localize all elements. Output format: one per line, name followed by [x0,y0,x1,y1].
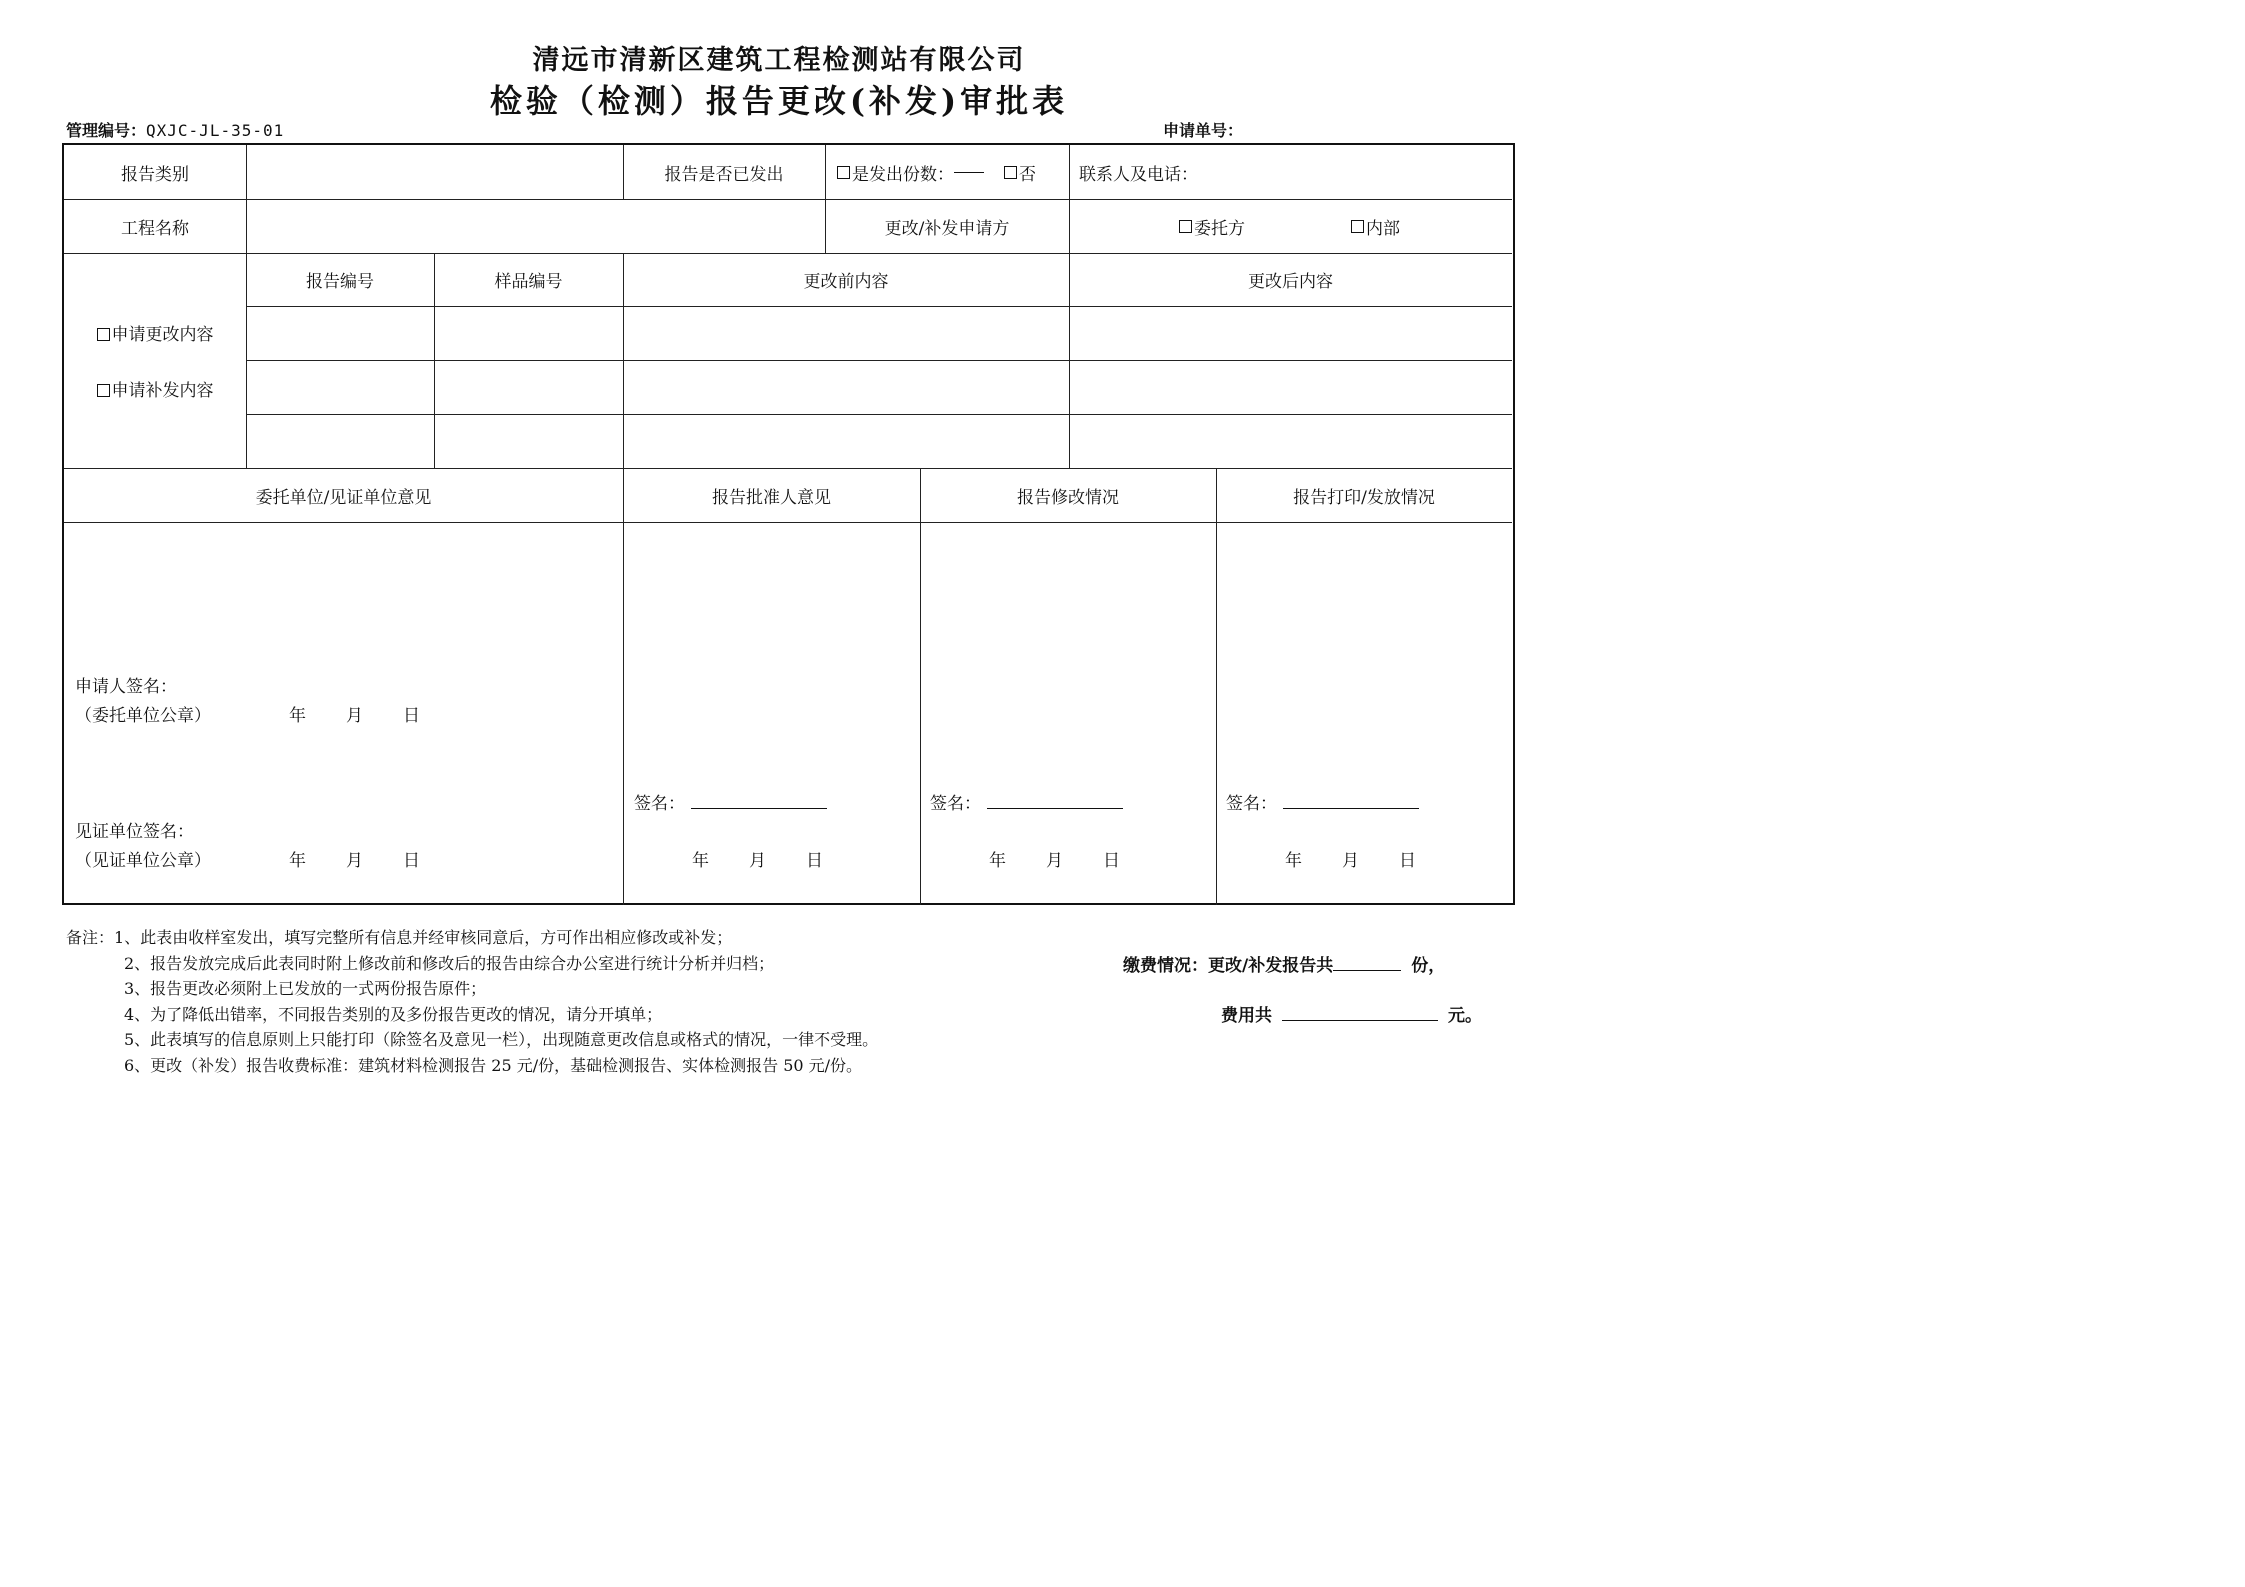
apply-change-label: 申请更改内容 [111,325,214,345]
witness-date [289,846,420,871]
approval-form-table [62,143,1515,905]
issued-no-checkbox[interactable] [1004,166,1017,179]
internal-checkbox[interactable] [1351,220,1364,233]
col-divider [1216,468,1217,905]
apply-reissue-checkbox[interactable] [97,384,110,397]
fee-total-unit: 元。 [1448,1006,1482,1026]
applicant-date [289,701,420,726]
approver-signature [634,789,827,814]
fee-copies-unit: 份， [1411,956,1446,976]
approver-signature-line[interactable] [691,808,827,809]
fee-copies [1123,951,1445,976]
month-label: 月 [346,706,363,726]
apply-change-option [97,320,214,345]
issued-yes-checkbox[interactable] [837,166,850,179]
issued-no-label: 否 [1019,164,1036,185]
apply-type-options [64,253,246,468]
year-label: 年 [289,851,306,871]
management-number-code: QXJC-JL-35-01 [146,121,285,140]
company-name: 清远市清新区建筑工程检测站有限公司 [532,45,1026,76]
year-label: 年 [692,851,709,871]
fee-total [1221,1001,1482,1026]
approver-opinion-header: 报告批准人意见 [712,487,831,508]
issuer-date [1285,846,1416,871]
month-label: 月 [749,851,766,871]
approver-date [692,846,823,871]
modifier-signature-line[interactable] [987,808,1123,809]
form-title: 检验（检测）报告更改(补发)审批表 [489,82,1069,120]
month-label: 月 [346,851,363,871]
issued-copies-field[interactable] [954,172,984,173]
day-label: 日 [403,706,420,726]
day-label: 日 [1399,851,1416,871]
approver-signature-label: 签名： [634,794,685,814]
witness-seal-label: （见证单位公章） [75,851,211,871]
fee-copies-field[interactable] [1333,970,1401,971]
print-issue-status-header: 报告打印/发放情况 [1293,487,1435,508]
apply-change-checkbox[interactable] [97,328,110,341]
management-number [66,118,284,141]
project-name-field[interactable] [246,199,825,253]
fee-total-field[interactable] [1282,1020,1438,1021]
note-item-3: 3、报告更改必须附上已发放的一式两份报告原件； [124,979,487,998]
row-divider [246,306,1512,307]
client-seal-label: （委托单位公章） [75,706,211,726]
day-label: 日 [1103,851,1120,871]
report-type-field[interactable] [246,145,623,199]
applicant-side-label: 更改/补发申请方 [884,218,1010,239]
col-divider [920,468,921,905]
modifier-signature-label: 签名： [930,794,981,814]
client-witness-opinion-header: 委托单位/见证单位意见 [255,487,432,508]
note-item-6: 6、更改（补发）报告收费标准：建筑材料检测报告 25 元/份，基础检测报告、实体检测报告 50 元/份。 [124,1055,863,1075]
note-item-1 [66,925,878,951]
day-label: 日 [806,851,823,871]
row-divider [64,522,1512,523]
month-label: 月 [1046,851,1063,871]
applicant-side-options [1069,199,1512,253]
issuer-signature-line[interactable] [1283,808,1419,809]
contact-label: 联系人及电话： [1079,164,1198,185]
note-item-5: 5、此表填写的信息原则上只能打印（除签名及意见一栏），出现随意更改信息或格式的情况，一律不受理。 [124,1030,879,1049]
fee-total-label: 费用共 [1221,1006,1272,1026]
project-name-label: 工程名称 [121,218,189,239]
client-label: 委托方 [1194,218,1245,239]
note-item-4: 4、为了降低出错率，不同报告类别的及多份报告更改的情况，请分开填单； [124,1004,663,1024]
modifier-date [989,846,1120,871]
report-type-label: 报告类别 [121,164,189,185]
year-label: 年 [289,706,306,726]
modification-status-header: 报告修改情况 [1017,487,1119,508]
row-divider [246,360,1512,361]
before-content-header: 更改前内容 [803,272,889,292]
modifier-signature [930,789,1123,814]
internal-label: 内部 [1366,218,1400,239]
report-number-header: 报告编号 [306,272,374,292]
client-checkbox[interactable] [1179,220,1192,233]
witness-signature-label: 见证单位签名： [75,822,194,842]
issuer-signature-label: 签名： [1226,794,1277,814]
row-divider [246,414,1512,415]
col-divider [623,253,624,905]
year-label: 年 [989,851,1006,871]
note-text: 1、此表由收样室发出，填写完整所有信息并经审核同意后，方可作出相应修改或补发； [114,928,733,947]
applicant-signature-label: 申请人签名： [75,677,177,697]
notes-prefix: 备注： [66,928,115,947]
issued-yes-label: 是发出份数： [852,164,954,185]
notes [66,925,878,1078]
fee-copies-label: 缴费情况：更改/补发报告共 [1123,956,1334,976]
report-issued-options [825,145,1069,199]
after-content-header: 更改后内容 [1248,272,1333,292]
month-label: 月 [1342,851,1359,871]
issuer-signature [1226,789,1419,814]
apply-reissue-option [97,376,214,401]
day-label: 日 [403,851,420,871]
sample-number-header: 样品编号 [494,272,563,292]
note-item-2: 2、报告发放完成后此表同时附上修改前和修改后的报告由综合办公室进行统计分析并归档； [124,953,775,973]
management-number-label: 管理编号： [66,121,147,140]
year-label: 年 [1285,851,1302,871]
report-issued-label: 报告是否已发出 [664,164,784,185]
apply-reissue-label: 申请补发内容 [111,381,214,401]
application-number-label: 申请单号： [1163,121,1244,140]
